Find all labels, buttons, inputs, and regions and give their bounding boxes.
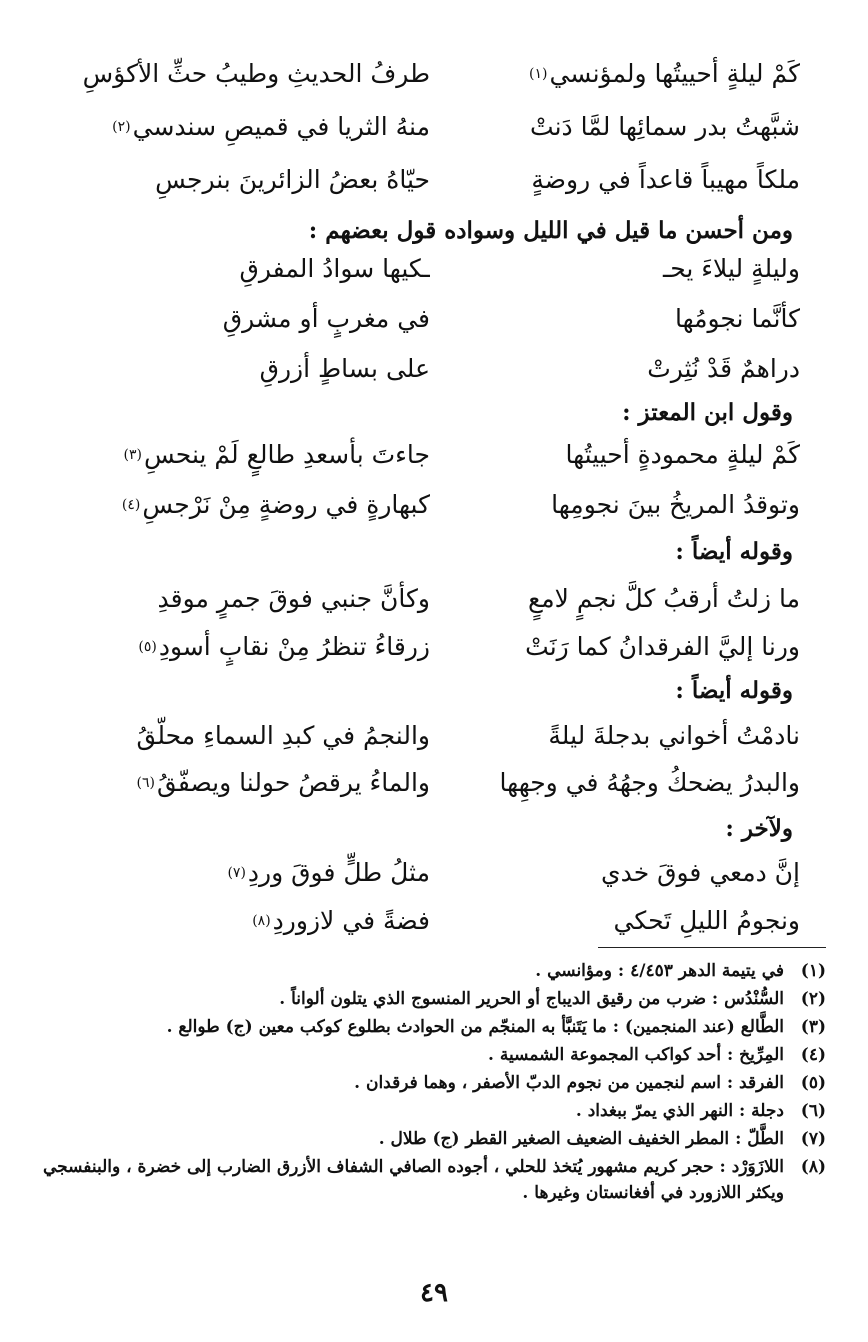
verse-line [60, 478, 800, 532]
footnote-ref: (٦) [136, 775, 155, 791]
verse-second-hemistich: والنجمُ في كبدِ السماءِ محلّقُ [136, 721, 430, 750]
verse-line [60, 153, 800, 207]
verse-second-hemistich: جاءتَ بأسعدِ طالعٍ لَمْ ينحسِ (٣) [123, 440, 430, 469]
intro-text: وقوله أيضاً : [675, 677, 793, 704]
verse-line [60, 292, 800, 346]
verse-line [60, 47, 800, 101]
verse-line [60, 572, 800, 626]
verse-second-hemistich: زرقاءُ تنظرُ مِنْ نقابٍ أسودِ (٥) [138, 632, 430, 661]
intro-text: وقول ابن المعتز : [622, 399, 793, 426]
verse-second-hemistich: والماءُ يرقصُ حولنا ويصفّقُ (٦) [136, 768, 430, 797]
verse-second-hemistich: على بساطٍ أزرقِ [259, 354, 430, 383]
verse-line [60, 620, 800, 674]
verse-first-hemistich: كأنَّما نجومُها [674, 304, 800, 333]
footnote-ref: (٣) [123, 447, 142, 463]
verse-line [60, 846, 800, 900]
footnote: (٧) الطَّلّ : المطر الخفيف الضعيف الصغير القطر (ج) طلال . [378, 1129, 826, 1149]
page-number: ٤٩ [420, 1278, 448, 1308]
verse-line [60, 756, 800, 810]
verse-second-hemistich: كبهارةٍ في روضةٍ مِنْ نَرْجسِ (٤) [121, 490, 430, 519]
footnote: (٨) اللازَوَرْد : حجر كريم مشهور يُتخذ للحلي ، أجوده الصافي الشفاف الأزرق الضارب إلى خضرة ، والبنفسجي ويكثر اللازورد في أفغانستان وغيرها . [42, 1157, 826, 1203]
verse-first-hemistich: شبَّهتُ بدر سمائِها لمَّا دَنتْ [530, 112, 800, 141]
verse-second-hemistich: فضةً في لازوردِ (٨) [252, 906, 430, 935]
verse-first-hemistich: كَمْ ليلةٍ أحييتُها ولمؤنسي (١) [528, 59, 800, 88]
verse-line [60, 894, 800, 948]
verse-line [60, 709, 800, 763]
footnote: (٣) الطَّالع (عند المنجمين) : ما يَتَنبَّأ به المنجّم من الحوادث بطلوع كوكب معين (ج) طوالع . [166, 1017, 826, 1037]
verse-first-hemistich: وتوقدُ المريخُ بينَ نجومِها [551, 490, 800, 519]
verse-second-hemistich: ـكيها سوادُ المفرقِ [239, 254, 430, 283]
verse-second-hemistich: وكأنَّ جنبي فوقَ جمرٍ موقدِ [157, 584, 430, 613]
intro-text: وقوله أيضاً : [675, 538, 793, 565]
footnote-ref: (٥) [138, 639, 157, 655]
intro-text: ولآخر : [725, 815, 793, 842]
verse-line [60, 242, 800, 296]
verse-second-hemistich: منهُ الثريا في قميصِ سندسي (٢) [112, 112, 430, 141]
footnote: (١) في يتيمة الدهر ٤/٤٥٣ : ومؤانسي . [535, 961, 826, 981]
footnote: (٥) الفرقد : اسم لنجمين من نجوم الدبّ الأصفر ، وهما فرقدان . [354, 1073, 826, 1093]
verse-first-hemistich: ما زلتُ أرقبُ كلَّ نجمٍ لامعٍ [527, 584, 800, 613]
verse-second-hemistich: طرفُ الحديثِ وطيبُ حثِّ الأكؤسِ [82, 59, 430, 88]
verse-first-hemistich: وليلةٍ ليلاءَ يحـ [662, 254, 800, 283]
verse-second-hemistich: حيّاهُ بعضُ الزائرينَ بنرجسِ [155, 165, 430, 194]
verse-second-hemistich: في مغربٍ أو مشرقِ [222, 304, 430, 333]
verse-first-hemistich: ونجومُ الليلِ تَحكي [613, 906, 800, 935]
footnote-ref: (٧) [227, 865, 246, 881]
footnote-ref: (١) [528, 66, 548, 82]
verse-second-hemistich: مثلُ طلٍّ فوقَ وردِ (٧) [227, 858, 430, 887]
footnote-ref: (٢) [112, 119, 131, 135]
verse-first-hemistich: إنَّ دمعي فوقَ خدي [601, 858, 800, 887]
verse-line [60, 428, 800, 482]
verse-first-hemistich: ملكاً مهيباً قاعداً في روضةٍ [531, 165, 800, 194]
footnote-divider [598, 947, 826, 948]
footnote: (٢) السُّنْدُس : ضرب من رقيق الديباج أو الحرير المنسوج الذي يتلون ألواناً . [279, 989, 826, 1009]
footnote-ref: (٨) [252, 913, 271, 929]
verse-line [60, 342, 800, 396]
footnote: (٤) المِرِّيخ : أحد كواكب المجموعة الشمسية . [488, 1045, 826, 1065]
footnote-ref: (٤) [121, 497, 141, 513]
footnote: (٦) دجلة : النهر الذي يمرّ ببغداد . [575, 1101, 826, 1121]
intro-text: ومن أحسن ما قيل في الليل وسواده قول بعضهم : [308, 217, 793, 244]
verse-first-hemistich: ورنا إليَّ الفرقدانُ كما رَنَتْ [525, 632, 800, 661]
verse-line [60, 100, 800, 154]
verse-first-hemistich: والبدرُ يضحكُ وجهُهُ في وجهِها [499, 768, 800, 797]
verse-first-hemistich: دراهمٌ قَدْ نُثِرتْ [647, 354, 800, 383]
verse-first-hemistich: كَمْ ليلةٍ محمودةٍ أحييتُها [565, 440, 800, 469]
verse-first-hemistich: نادمْتُ أخواني بدجلةَ ليلةً [548, 721, 800, 750]
footnotes [36, 958, 826, 1208]
